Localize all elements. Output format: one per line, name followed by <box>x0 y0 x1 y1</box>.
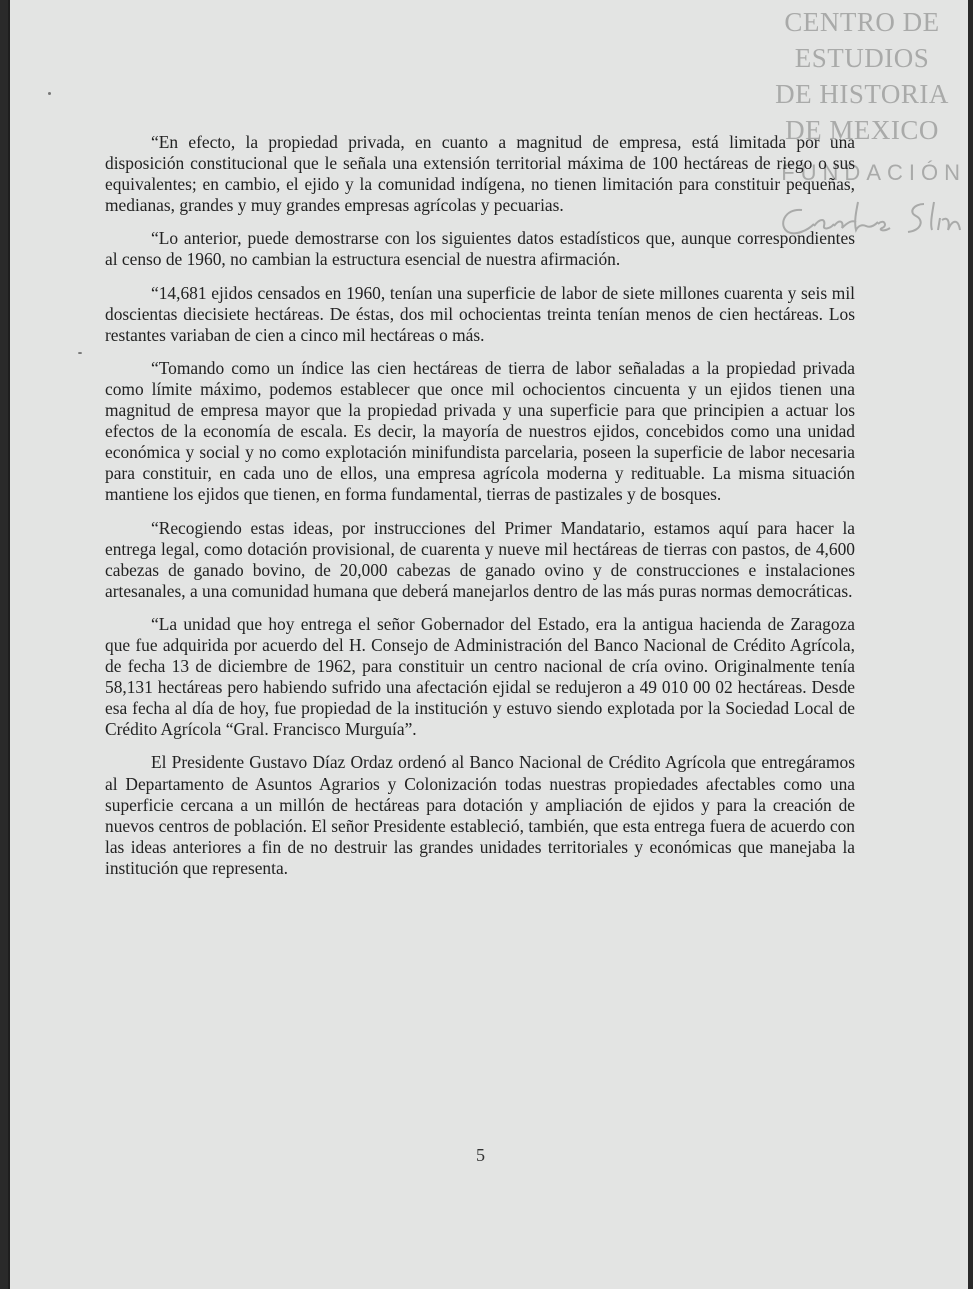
paragraph: “Tomando como un índice las cien hectáreas de tierra de labor señaladas a la propiedad privada como límite máximo, podemos establecer que once mil ochocientos cincuenta y un ejidos tienen una magnitud de empresa mayor que la propiedad privada y una superficie para que principien a actuar los efectos de la economía de escala. Es decir, la mayoría de nuestros ejidos, concebidos como una unidad económica y social y no como explotación minifundista parcelaria, poseen la superficie de labor necesaria para constituir, en cada uno de ellos, una empresa agrícola moderna y redituable. La misma situación mantiene los ejidos que tienen, en forma fundamental, tierras de pastizales y de bosques. <box>105 357 855 505</box>
paragraph: “Recogiendo estas ideas, por instrucciones del Primer Mandatario, estamos aquí para hacer la entrega legal, como dotación provisional, de cuarenta y nueve mil hectáreas de tierras con pastos, de 4,600 cabezas de ganado bovino, de 20,000 cabezas de ganado ovino y de construcciones e instalaciones artesanales, a una comunidad humana que deberá manejarlos dentro de las más puras normas democráticas. <box>105 517 855 601</box>
watermark-line: CENTRO DE <box>784 7 940 37</box>
page-number: 5 <box>476 1145 485 1165</box>
document-body <box>105 132 855 891</box>
document-page <box>8 0 968 1289</box>
archive-watermark <box>762 4 962 148</box>
watermark-fundacion: FUNDACIÓN <box>781 160 966 185</box>
dust-speck <box>48 92 51 95</box>
paragraph: “Lo anterior, puede demostrarse con los siguientes datos estadísticos que, aunque correspondientes al censo de 1960, no cambian la estructura esencial de nuestra afirmación. <box>105 228 855 270</box>
watermark-line: DE MEXICO <box>785 115 939 145</box>
dust-speck <box>78 352 82 354</box>
paragraph: “14,681 ejidos censados en 1960, tenían una superficie de labor de siete millones cuarenta y seis mil doscientas diecisiete hectáreas. De éstas, dos mil ochocientas treinta tenían menos de cien hectáreas. Los restantes variaban de cien a cinco mil hectáreas o más. <box>105 282 855 345</box>
paragraph: “La unidad que hoy entrega el señor Gobernador del Estado, era la antigua hacienda de Zaragoza que fue adquirida por acuerdo del H. Consejo de Administración del Banco Nacional de Crédito Agrícola, de fecha 13 de diciembre de 1962, para constituir un centro nacional de cría ovino. Originalmente tenía 58,131 hectáreas pero habiendo sufrido una afectación ejidal se redujeron a 49 010 00 02 hectáreas. Desde esa fecha al día de hoy, fue propiedad de la institución y estuvo siendo explotada por la Sociedad Local de Crédito Agrícola “Gral. Francisco Murguía”. <box>105 613 855 740</box>
watermark-line: DE HISTORIA <box>775 79 949 109</box>
paragraph: “En efecto, la propiedad privada, en cuanto a magnitud de empresa, está limitada por una disposición constitucional que le señala una extensión territorial máxima de 100 hectáreas de riego o sus equivalentes; en cambio, el ejido y la comunidad indígena, no tienen limitación para constituir pequeñas, medianas, grandes y muy grandes empresas agrícolas y pecuarias. <box>105 132 855 216</box>
watermark-line: ESTUDIOS <box>794 43 930 73</box>
paragraph: El Presidente Gustavo Díaz Ordaz ordenó al Banco Nacional de Crédito Agrícola que entregáramos al Departamento de Asuntos Agrarios y Colonización todas nuestras propiedades afectables como una superficie cercana a un millón de hectáreas para dotación y ampliación de ejidos y para la creación de nuevos centros de población. El señor Presidente estableció, también, que esta entrega fuera de acuerdo con las ideas anteriores a fin de no destruir las grandes unidades territoriales y económicas que manejaba la institución que representa. <box>105 752 855 878</box>
